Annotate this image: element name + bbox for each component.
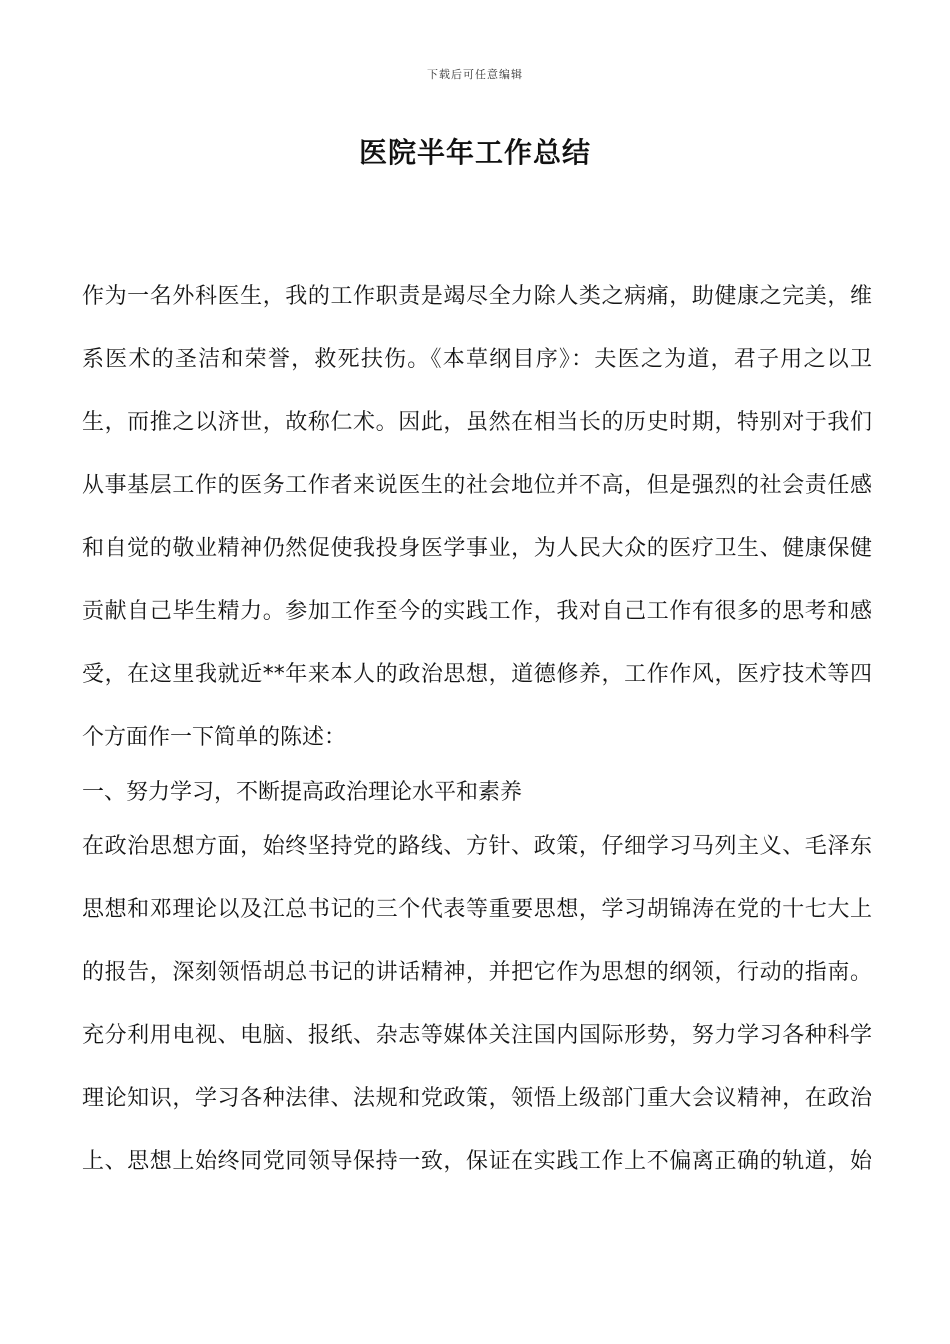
- body-line: 的报告，深刻领悟胡总书记的讲话精神，并把它作为思想的纲领，行动的指南。: [82, 960, 872, 985]
- body-line: 理论知识，学习各种法律、法规和党政策，领悟上级部门重大会议精神，在政治: [82, 1086, 872, 1111]
- body-line: 在政治思想方面，始终坚持党的路线、方针、政策，仔细学习马列主义、毛泽东: [82, 834, 872, 859]
- body-line: 贡献自己毕生精力。参加工作至今的实践工作，我对自己工作有很多的思考和感: [82, 599, 872, 624]
- body-line: 生，而推之以济世，故称仁术。因此，虽然在相当长的历史时期，特别对于我们: [82, 410, 872, 435]
- body-line: 上、思想上始终同党同领导保持一致，保证在实践工作上不偏离正确的轨道，始: [82, 1149, 872, 1174]
- body-line: 系医术的圣洁和荣誉，救死扶伤。《本草纲目序》：夫医之为道，君子用之以卫: [82, 347, 872, 372]
- header-note: 下载后可任意编辑: [427, 68, 523, 81]
- body-line: 充分利用电视、电脑、报纸、杂志等媒体关注国内国际形势，努力学习各种科学: [82, 1023, 872, 1048]
- body-line: 个方面作一下简单的陈述：: [82, 725, 347, 750]
- section-heading: 一、努力学习，不断提高政治理论水平和素养: [82, 780, 523, 805]
- body-line: 受，在这里我就近**年来本人的政治思想，道德修养，工作作风，医疗技术等四: [82, 662, 872, 687]
- body-line: 思想和邓理论以及江总书记的三个代表等重要思想，学习胡锦涛在党的十七大上: [82, 897, 872, 922]
- body-line: 和自觉的敬业精神仍然促使我投身医学事业，为人民大众的医疗卫生、健康保健: [82, 536, 872, 561]
- body-line: 作为一名外科医生，我的工作职责是竭尽全力除人类之病痛，助健康之完美，维: [82, 284, 872, 309]
- document-title: 医院半年工作总结: [358, 136, 591, 169]
- body-line: 从事基层工作的医务工作者来说医生的社会地位并不高，但是强烈的社会责任感: [82, 473, 872, 498]
